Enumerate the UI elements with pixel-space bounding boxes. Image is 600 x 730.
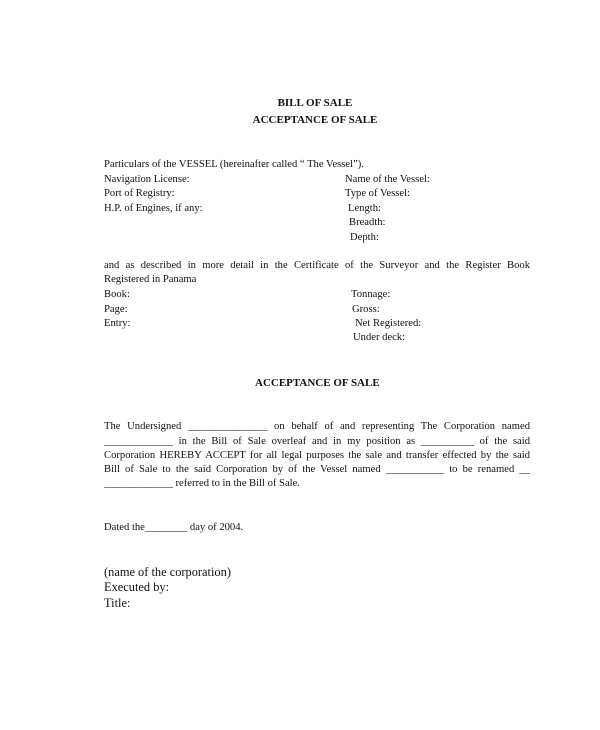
acceptance-paragraph-line-2: _____________ in the Bill of Sale overleaf and in my position as __________ of the said <box>104 436 530 447</box>
acceptance-paragraph-line-3: Corporation HEREBY ACCEPT for all legal purposes the sale and transfer effected by the said <box>104 450 530 461</box>
dated-line: Dated the________ day of 2004. <box>104 522 244 533</box>
field-length: Length: <box>348 203 381 214</box>
vessel-particulars-intro: Particulars of the VESSEL (hereinafter called “ The Vessel”). <box>104 159 364 170</box>
field-navigation-license: Navigation License: <box>104 174 190 185</box>
acceptance-paragraph-line-5: _____________ referred to in the Bill of Sale. <box>104 478 300 489</box>
field-net-registered: Net Registered: <box>355 318 422 329</box>
field-name-of-vessel: Name of the Vessel: <box>345 174 430 185</box>
acceptance-paragraph-line-1: The Undersigned _______________ on behalf of and representing The Corporation named <box>104 421 530 432</box>
field-tonnage: Tonnage: <box>351 289 391 300</box>
field-book: Book: <box>104 289 130 300</box>
signature-title: Title: <box>104 596 131 610</box>
certificate-line-1: and as described in more detail in the Certificate of the Surveyor and the Register Book <box>104 260 530 271</box>
title-acceptance-of-sale: ACCEPTANCE OF SALE <box>252 114 378 126</box>
acceptance-paragraph-line-4: Bill of Sale to the said Corporation by of the Vessel named ___________ to be renamed __ <box>104 464 530 475</box>
field-gross: Gross: <box>352 304 380 315</box>
field-entry: Entry: <box>104 318 131 329</box>
certificate-line-2: Registered in Panama <box>104 274 197 285</box>
field-under-deck: Under deck: <box>353 332 406 343</box>
signature-corporation-name: (name of the corporation) <box>104 565 231 579</box>
field-type-of-vessel: Type of Vessel: <box>345 188 410 199</box>
section-heading-acceptance: ACCEPTANCE OF SALE <box>255 377 380 389</box>
field-hp-of-engines: H.P. of Engines, if any: <box>104 203 203 214</box>
field-page: Page: <box>104 304 128 315</box>
title-bill-of-sale: BILL OF SALE <box>277 97 353 109</box>
field-port-of-registry: Port of Registry: <box>104 188 175 199</box>
field-depth: Depth: <box>350 232 379 243</box>
signature-executed-by: Executed by: <box>104 580 170 594</box>
field-breadth: Breadth: <box>349 217 386 228</box>
